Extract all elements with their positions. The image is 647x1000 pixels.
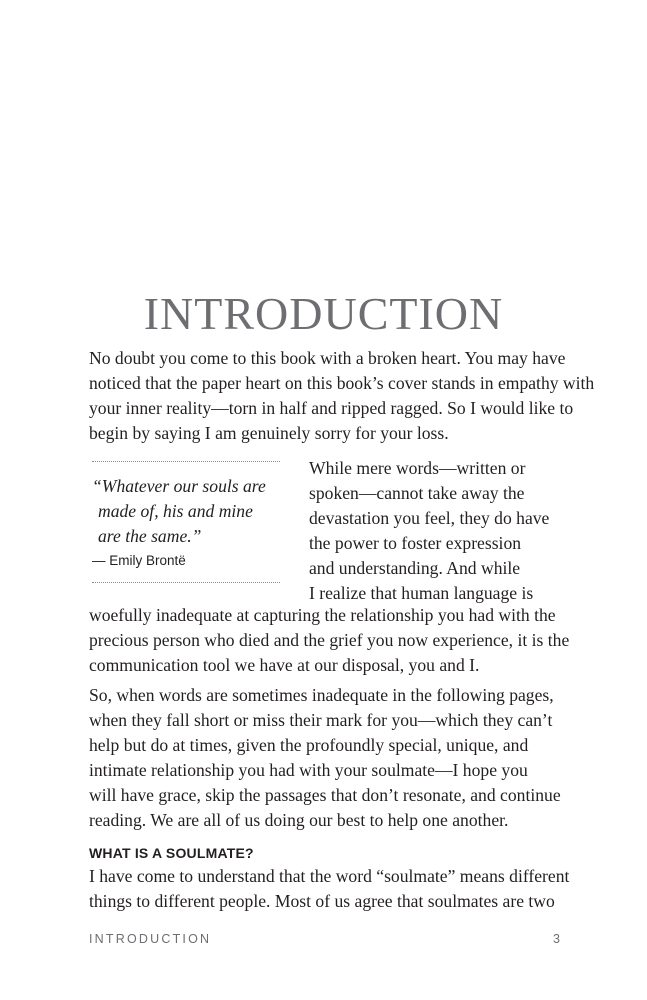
quote-line: are the same.” (98, 526, 202, 546)
text-line: your inner reality—torn in half and ripped ragged. So I would like to (89, 398, 574, 418)
text-line: devastation you feel, they do have (309, 508, 550, 528)
text-line: I have come to understand that the word “soulmate” means different (89, 866, 570, 886)
paragraph-soulmate (89, 864, 570, 914)
pull-quote-text (92, 474, 282, 549)
text-line: spoken—cannot take away the (309, 483, 525, 503)
text-line: noticed that the paper heart on this book’s cover stands in empathy with (89, 373, 595, 393)
text-line: and understanding. And while (309, 558, 521, 578)
text-line: precious person who died and the grief you now experience, it is the (89, 630, 570, 650)
text-line: things to different people. Most of us agree that soulmates are two (89, 891, 555, 911)
paragraph-words-wide (89, 603, 570, 678)
text-line: So, when words are sometimes inadequate in the following pages, (89, 685, 554, 705)
text-line: woefully inadequate at capturing the relationship you had with the (89, 605, 556, 625)
paragraph-inadequate (89, 683, 564, 833)
quote-line: “Whatever our souls are (92, 476, 266, 496)
text-line: intimate relationship you had with your soulmate—I hope you (89, 760, 528, 780)
text-line: communication tool we have at our disposal, you and I. (89, 655, 480, 675)
text-line: the power to foster expression (309, 533, 522, 553)
pull-quote (92, 461, 280, 583)
running-head: INTRODUCTION (89, 932, 212, 946)
text-line: reading. We are all of us doing our best to help one another. (89, 810, 509, 830)
text-line: I realize that human language is (309, 583, 534, 603)
page-number: 3 (553, 932, 560, 946)
text-line: begin by saying I am genuinely sorry for your loss. (89, 423, 449, 443)
chapter-title: INTRODUCTION (143, 288, 504, 339)
quote-line: made of, his and mine (98, 501, 253, 521)
text-line: will have grace, skip the passages that don’t resonate, and continue (89, 785, 561, 805)
text-line: help but do at times, given the profoundly special, unique, and (89, 735, 529, 755)
paragraph-words-narrow (309, 456, 569, 606)
text-line: No doubt you come to this book with a broken heart. You may have (89, 348, 566, 368)
paragraph-opening (89, 346, 595, 446)
section-heading: WHAT IS A SOULMATE? (89, 845, 254, 861)
quote-attribution: — Emily Brontë (92, 553, 186, 568)
text-line: While mere words—written or (309, 458, 526, 478)
text-line: when they fall short or miss their mark for you—which they can’t (89, 710, 553, 730)
